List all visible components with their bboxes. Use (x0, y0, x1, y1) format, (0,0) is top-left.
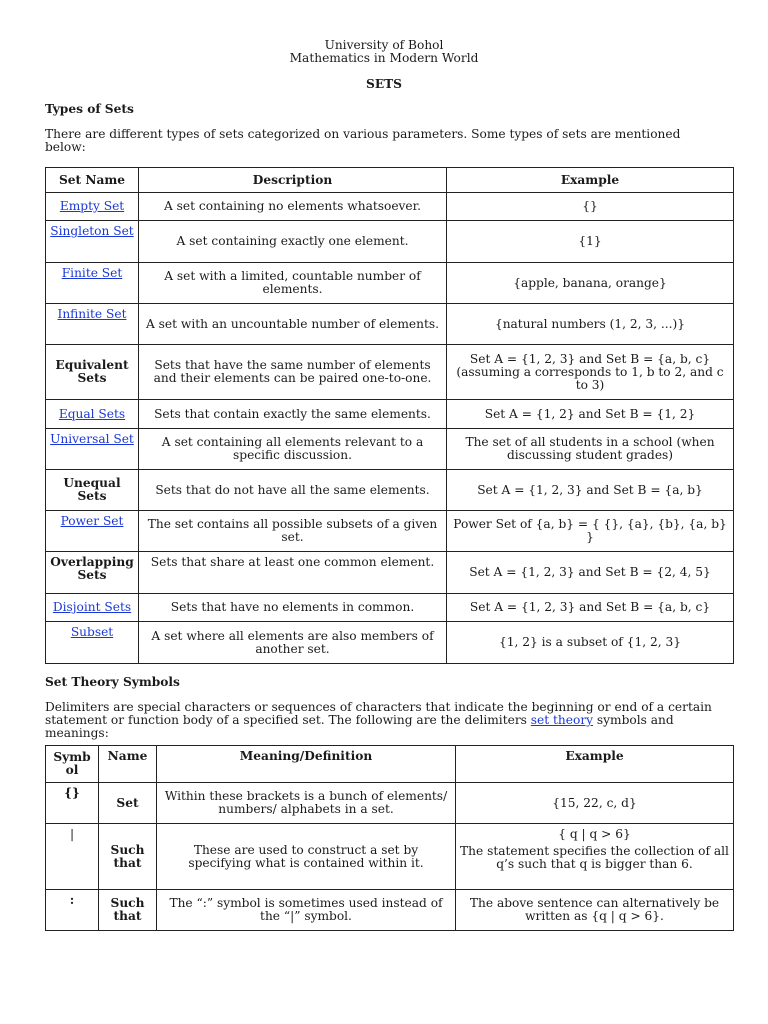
row-example: {} (447, 193, 734, 221)
types-intro-paragraph: There are different types of sets categorized on various parameters. Some types of sets are mentioned below: (45, 127, 681, 154)
subset-link[interactable]: Subset (70, 625, 114, 639)
symbol-meaning: These are used to construct a set by specifying what is contained within it. (157, 824, 456, 890)
equal-sets-link[interactable]: Equal Sets (58, 406, 126, 421)
table-header-row (46, 746, 734, 783)
table-row (46, 400, 734, 429)
universal-set-link[interactable]: Universal Set (50, 432, 134, 446)
set-theory-link[interactable]: set theory (530, 713, 594, 727)
row-description: Sets that share at least one common element. (139, 552, 447, 594)
table-row (46, 429, 734, 470)
intro-text-before: Delimiters are special characters or sequences of characters that indicate the beginning or end of a certain statement or function body of a specified set. The following are the delimiters (45, 700, 712, 727)
symbols-intro-paragraph (45, 701, 725, 740)
finite-set-link[interactable]: Finite Set (61, 266, 123, 280)
table-row (46, 552, 734, 594)
symbol-meaning: The “:” symbol is sometimes used instead of the “|” symbol. (157, 890, 456, 931)
table-row (46, 345, 734, 400)
row-description: A set with an uncountable number of elements. (139, 304, 447, 345)
row-description: Sets that contain exactly the same elements. (139, 400, 447, 429)
row-example: Set A = {1, 2} and Set B = {1, 2} (447, 400, 734, 429)
symbol-cell: | (46, 824, 99, 890)
table-row (46, 783, 734, 824)
table-row (46, 890, 734, 931)
row-description: Sets that do not have all the same elements. (139, 470, 447, 511)
course-name: Mathematics in Modern World (289, 51, 479, 65)
row-example: {1, 2} is a subset of {1, 2, 3} (447, 622, 734, 664)
column-header-example: Example (447, 168, 734, 193)
column-header-example: Example (456, 746, 734, 783)
set-theory-symbols-heading: Set Theory Symbols (45, 675, 180, 689)
singleton-set-link[interactable]: Singleton Set (50, 224, 134, 238)
university-name: University of Bohol (324, 38, 444, 52)
column-header-symbol: Symbol (46, 746, 99, 783)
symbol-example: The above sentence can alternatively be written as {q | q > 6}. (456, 890, 734, 931)
column-header-name: Name (99, 746, 157, 783)
row-set-name: Overlapping Sets (46, 552, 139, 594)
table-row (46, 594, 734, 622)
symbol-example (456, 824, 734, 890)
infinite-set-link[interactable]: Infinite Set (57, 307, 127, 321)
row-example: Set A = {1, 2, 3} and Set B = {a, b, c} (447, 594, 734, 622)
row-example: Power Set of {a, b} = { {}, {a}, {b}, {a, b} } (447, 511, 734, 552)
row-example: {apple, banana, orange} (447, 263, 734, 304)
example-explanation: The statement specifies the collection of all q’s such that q is bigger than 6. (460, 844, 729, 871)
row-example: Set A = {1, 2, 3} and Set B = {a, b} (447, 470, 734, 511)
row-description: Sets that have no elements in common. (139, 594, 447, 622)
symbol-example: {15, 22, c, d} (456, 783, 734, 824)
table-row (46, 511, 734, 552)
row-description: The set contains all possible subsets of a given set. (139, 511, 447, 552)
column-header-set-name: Set Name (46, 168, 139, 193)
symbol-cell: : (46, 890, 99, 931)
row-example: {natural numbers (1, 2, 3, ...)} (447, 304, 734, 345)
row-example: Set A = {1, 2, 3} and Set B = {2, 4, 5} (447, 552, 734, 594)
row-example: Set A = {1, 2, 3} and Set B = {a, b, c} (assuming a corresponds to 1, b to 2, and c to 3) (447, 345, 734, 400)
row-example: The set of all students in a school (when discussing student grades) (447, 429, 734, 470)
symbol-cell: {} (46, 783, 99, 824)
row-description: A set where all elements are also members of another set. (139, 622, 447, 664)
row-example: {1} (447, 221, 734, 263)
table-row (46, 221, 734, 263)
row-description: A set with a limited, countable number of elements. (139, 263, 447, 304)
table-row (46, 263, 734, 304)
power-set-link[interactable]: Power Set (60, 514, 124, 528)
types-of-sets-heading: Types of Sets (45, 102, 134, 116)
set-theory-symbols-table (45, 745, 734, 931)
table-header-row (46, 168, 734, 193)
row-set-name: Equivalent Sets (46, 345, 139, 400)
table-row (46, 193, 734, 221)
symbol-name: Such that (99, 890, 157, 931)
column-header-description: Description (139, 168, 447, 193)
example-set-notation: { q | q > 6} (558, 827, 631, 841)
row-description: Sets that have the same number of elements and their elements can be paired one-to-one. (139, 345, 447, 400)
empty-set-link[interactable]: Empty Set (59, 199, 125, 213)
symbol-name: Set (99, 783, 157, 824)
intro-text-after: symbols and meanings: (45, 713, 674, 740)
table-row (46, 622, 734, 664)
disjoint-sets-link[interactable]: Disjoint Sets (52, 600, 132, 614)
symbol-meaning: Within these brackets is a bunch of elements/ numbers/ alphabets in a set. (157, 783, 456, 824)
table-row (46, 470, 734, 511)
table-row (46, 824, 734, 890)
table-row (46, 304, 734, 345)
row-description: A set containing all elements relevant to a specific discussion. (139, 429, 447, 470)
row-description: A set containing exactly one element. (139, 221, 447, 263)
column-header-meaning: Meaning/Definition (157, 746, 456, 783)
topic-title: SETS (366, 77, 402, 91)
types-of-sets-table (45, 167, 734, 664)
row-description: A set containing no elements whatsoever. (139, 193, 447, 221)
symbol-name: Such that (99, 824, 157, 890)
row-set-name: Unequal Sets (46, 470, 139, 511)
